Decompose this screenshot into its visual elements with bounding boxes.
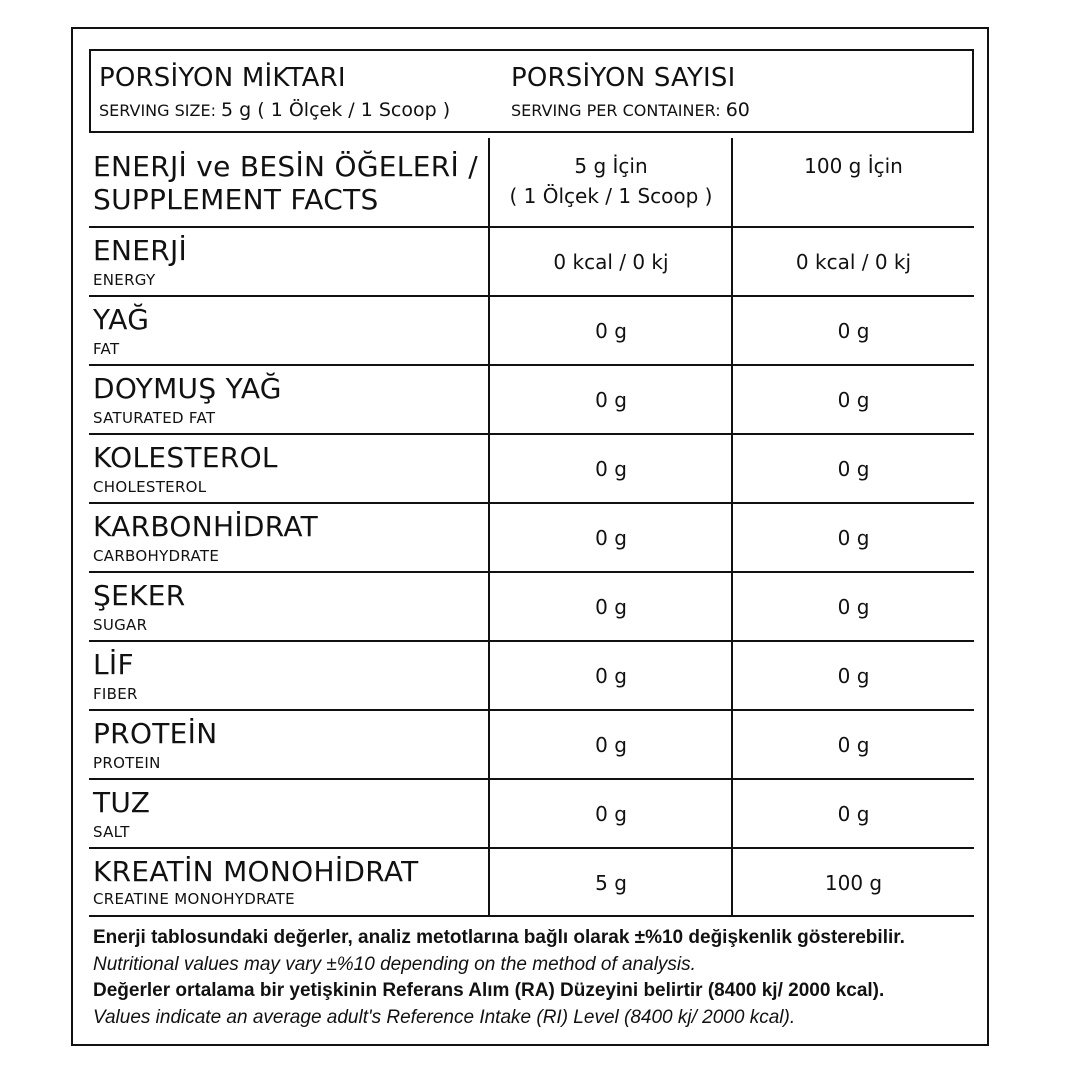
table-row bbox=[89, 435, 974, 502]
value-per-100g: 0 kcal / 0 kj bbox=[795, 250, 912, 274]
value-per-100g: 0 g bbox=[837, 595, 870, 619]
nutrient-name-en: ENERGY bbox=[93, 271, 156, 289]
nutrient-name-tr: PROTEİN bbox=[93, 717, 218, 750]
table-row bbox=[89, 504, 974, 571]
value-per-serving: 5 g bbox=[595, 871, 627, 895]
footer-note-tr-2: Değerler ortalama bir yetişkinin Referans Alım (RA) Düzeyini belirtir (8400 kj/ 2000 kcal). bbox=[93, 980, 885, 1001]
serving-count-title: PORSİYON SAYISI bbox=[511, 63, 736, 93]
nutrient-name-tr: ENERJİ bbox=[93, 234, 188, 267]
table-row bbox=[89, 711, 974, 778]
footer-note-tr-1: Enerji tablosundaki değerler, analiz metotlarına bağlı olarak ±%10 değişkenlik gösterebilir. bbox=[93, 927, 905, 948]
row-divider bbox=[89, 915, 974, 917]
nutrient-name-en: SATURATED FAT bbox=[93, 409, 216, 427]
nutrient-name-en: CREATINE MONOHYDRATE bbox=[93, 890, 295, 908]
header-col-serving-line2: ( 1 Ölçek / 1 Scoop ) bbox=[509, 184, 713, 208]
value-per-serving: 0 kcal / 0 kj bbox=[553, 250, 669, 274]
nutrient-name-tr: YAĞ bbox=[93, 303, 150, 336]
nutrient-name-tr: TUZ bbox=[93, 786, 151, 819]
header-col-serving-line1: 5 g İçin bbox=[574, 154, 648, 178]
footer-note-en-1: Nutritional values may vary ±%10 depending on the method of analysis. bbox=[93, 953, 696, 975]
footer-notes bbox=[93, 925, 978, 1031]
nutrient-name-tr: ŞEKER bbox=[93, 579, 186, 612]
nutrient-name-en: SALT bbox=[93, 823, 130, 841]
header-title-en: SUPPLEMENT FACTS bbox=[93, 183, 379, 216]
serving-count-value: 60 bbox=[725, 99, 750, 121]
table-row bbox=[89, 780, 974, 847]
nutrient-name-tr: KOLESTEROL bbox=[93, 441, 278, 474]
nutrient-name-tr: LİF bbox=[93, 648, 134, 681]
table-header bbox=[89, 138, 974, 226]
value-per-100g: 0 g bbox=[837, 733, 870, 757]
value-per-serving: 0 g bbox=[595, 595, 627, 619]
header-col-100g: 100 g İçin bbox=[804, 154, 903, 178]
serving-box bbox=[89, 49, 974, 133]
serving-size-title: PORSİYON MİKTARI bbox=[99, 63, 346, 93]
table-row bbox=[89, 573, 974, 640]
header-title-tr: ENERJİ ve BESİN ÖĞELERİ / bbox=[93, 150, 478, 183]
nutrient-name-en: PROTEIN bbox=[93, 754, 161, 772]
serving-count-label: SERVING PER CONTAINER: bbox=[511, 101, 726, 120]
nutrient-name-tr: DOYMUŞ YAĞ bbox=[93, 372, 282, 405]
nutrient-name-en: SUGAR bbox=[93, 616, 148, 634]
serving-size-line bbox=[99, 99, 450, 121]
value-per-serving: 0 g bbox=[595, 733, 627, 757]
value-per-100g: 0 g bbox=[837, 388, 870, 412]
serving-size-value: 5 g ( 1 Ölçek / 1 Scoop ) bbox=[221, 99, 451, 121]
value-per-100g: 0 g bbox=[837, 457, 870, 481]
value-per-serving: 0 g bbox=[595, 319, 627, 343]
table-row bbox=[89, 642, 974, 709]
value-per-100g: 100 g bbox=[824, 871, 883, 895]
table-row bbox=[89, 228, 974, 295]
table-row bbox=[89, 366, 974, 433]
value-per-serving: 0 g bbox=[595, 457, 627, 481]
value-per-100g: 0 g bbox=[837, 664, 870, 688]
serving-size-block bbox=[99, 63, 450, 121]
serving-size-label: SERVING SIZE: bbox=[99, 101, 222, 120]
value-per-serving: 0 g bbox=[595, 388, 627, 412]
nutrient-name-en: CARBOHYDRATE bbox=[93, 547, 220, 565]
footer-note-en-2: Values indicate an average adult's Reference Intake (RI) Level (8400 kj/ 2000 kcal). bbox=[93, 1006, 796, 1028]
nutrient-name-tr: KREATİN MONOHİDRAT bbox=[93, 855, 419, 888]
table-row bbox=[89, 849, 974, 915]
table-row bbox=[89, 297, 974, 364]
nutrient-name-tr: KARBONHİDRAT bbox=[93, 510, 319, 543]
nutrient-name-en: FIBER bbox=[93, 685, 138, 703]
value-per-100g: 0 g bbox=[837, 802, 870, 826]
value-per-serving: 0 g bbox=[595, 664, 627, 688]
value-per-serving: 0 g bbox=[595, 526, 627, 550]
value-per-100g: 0 g bbox=[837, 526, 870, 550]
nutrient-name-en: FAT bbox=[93, 340, 120, 358]
nutrient-name-en: CHOLESTEROL bbox=[93, 478, 207, 496]
serving-count-line bbox=[511, 99, 750, 121]
value-per-100g: 0 g bbox=[837, 319, 870, 343]
serving-count-block bbox=[511, 63, 750, 121]
value-per-serving: 0 g bbox=[595, 802, 627, 826]
